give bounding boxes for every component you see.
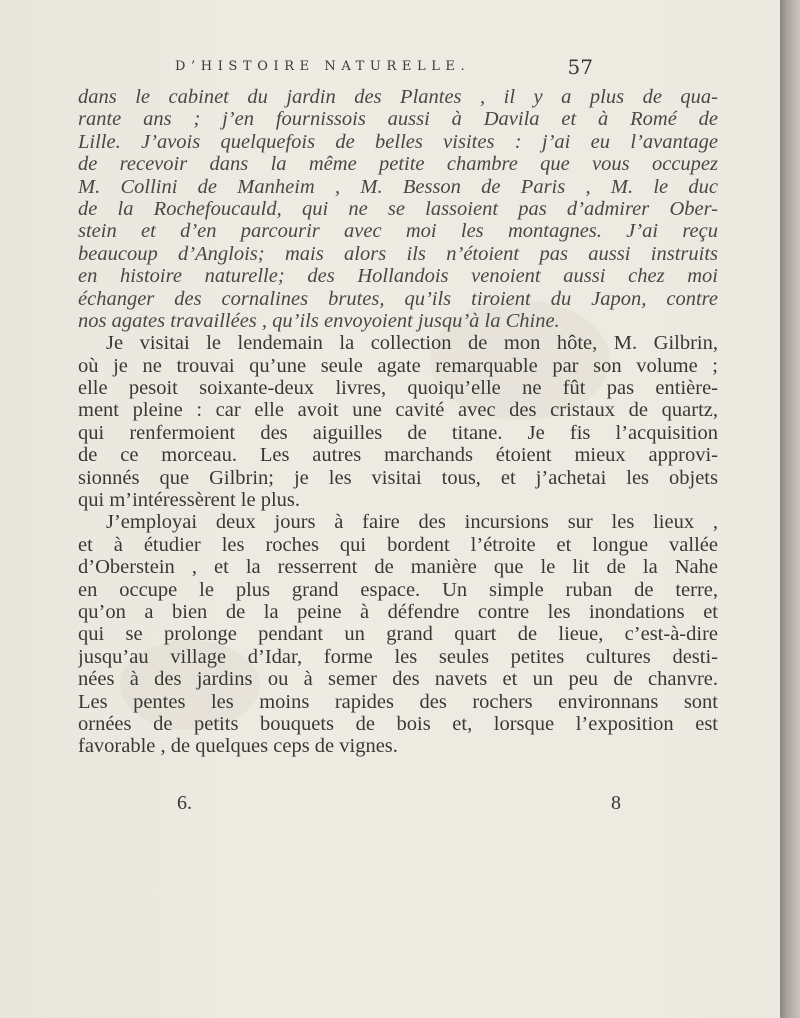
text-line: en occupe le plus grand espace. Un simple ruban de terre,	[78, 578, 718, 601]
text-line: elle pesoit soixante-deux livres, quoiqu’elle ne fût pas entière-	[78, 377, 718, 400]
text-line: échanger des cornalines brutes, qu’ils tiroient du Japon, contre	[78, 287, 718, 310]
text-line: ment pleine : car elle avoit une cavité avec des cristaux de quartz,	[78, 399, 718, 422]
text-line: qui se prolonge pendant un grand quart de lieue, c’est-à-dire	[78, 623, 718, 646]
text-line: et à étudier les roches qui bordent l’étroite et longue vallée	[78, 533, 718, 556]
text-line: favorable , de quelques ceps de vignes.	[78, 735, 398, 758]
text-line: ornées de petits bouquets de bois et, lorsque l’exposition est	[78, 712, 718, 735]
text-line: en histoire naturelle; des Hollandois venoient aussi chez moi	[78, 265, 718, 288]
text-line: nées à des jardins ou à semer des navets et un peu de chanvre.	[78, 668, 718, 691]
text-line: J’employai deux jours à faire des incursions sur les lieux ,	[106, 511, 718, 534]
text-line: M. Collini de Manheim , M. Besson de Paris , M. le duc	[78, 175, 718, 198]
text-line: de recevoir dans la même petite chambre que vous occupez	[78, 153, 718, 176]
text-line: rante ans ; j’en fournissois aussi à Davila et à Romé de	[78, 108, 718, 131]
text-line: de la Rochefoucauld, qui ne se lassoient pas d’admirer Ober-	[78, 197, 718, 220]
page-number: 57	[567, 55, 593, 79]
text-line: où je ne trouvai qu’une seule agate remarquable par son volume ;	[78, 354, 718, 377]
text-line: Les pentes les moins rapides des rochers environnans sont	[78, 690, 718, 713]
body-text	[78, 86, 718, 758]
text-line: qu’on a bien de la peine à défendre contre les inondations et	[78, 600, 718, 623]
text-line: beaucoup d’Anglois; mais alors ils n’étoient pas aussi instruits	[78, 242, 718, 265]
paragraph	[78, 511, 718, 757]
text-line: jusqu’au village d’Idar, forme les seules petites cultures desti-	[78, 645, 718, 668]
text-line: sionnés que Gilbrin; je les visitai tous, et j’achetai les objets	[78, 466, 718, 489]
text-line: d’Oberstein , et la resserrent de manière que le lit de la Nahe	[78, 556, 718, 579]
signature-mark-left: 6.	[177, 792, 192, 814]
text-line: de ce morceau. Les autres marchands étoient mieux approvi-	[78, 444, 718, 467]
text-line: qui renfermoient des aiguilles de titane. Je fis l’acquisition	[78, 421, 718, 444]
text-line: nos agates travaillées , qu’ils envoyoient jusqu’à la Chine.	[78, 309, 560, 332]
signature-mark-right: 8	[611, 792, 621, 814]
running-title: D’HISTOIRE NATURELLE.	[175, 59, 471, 74]
paragraph	[78, 332, 718, 511]
text-line: Je visitai le lendemain la collection de mon hôte, M. Gilbrin,	[106, 332, 718, 355]
page-header	[175, 55, 595, 85]
italic-passage	[78, 86, 718, 332]
text-line: dans le cabinet du jardin des Plantes , il y a plus de qua-	[78, 86, 718, 108]
text-line: stein et d’en parcourir avec moi les montagnes. J’ai reçu	[78, 220, 718, 243]
text-line: qui m’intéressèrent le plus.	[78, 489, 301, 512]
text-line: Lille. J’avois quelquefois de belles visites : j’ai eu l’avantage	[78, 130, 718, 153]
book-gutter-shadow	[780, 0, 800, 1018]
